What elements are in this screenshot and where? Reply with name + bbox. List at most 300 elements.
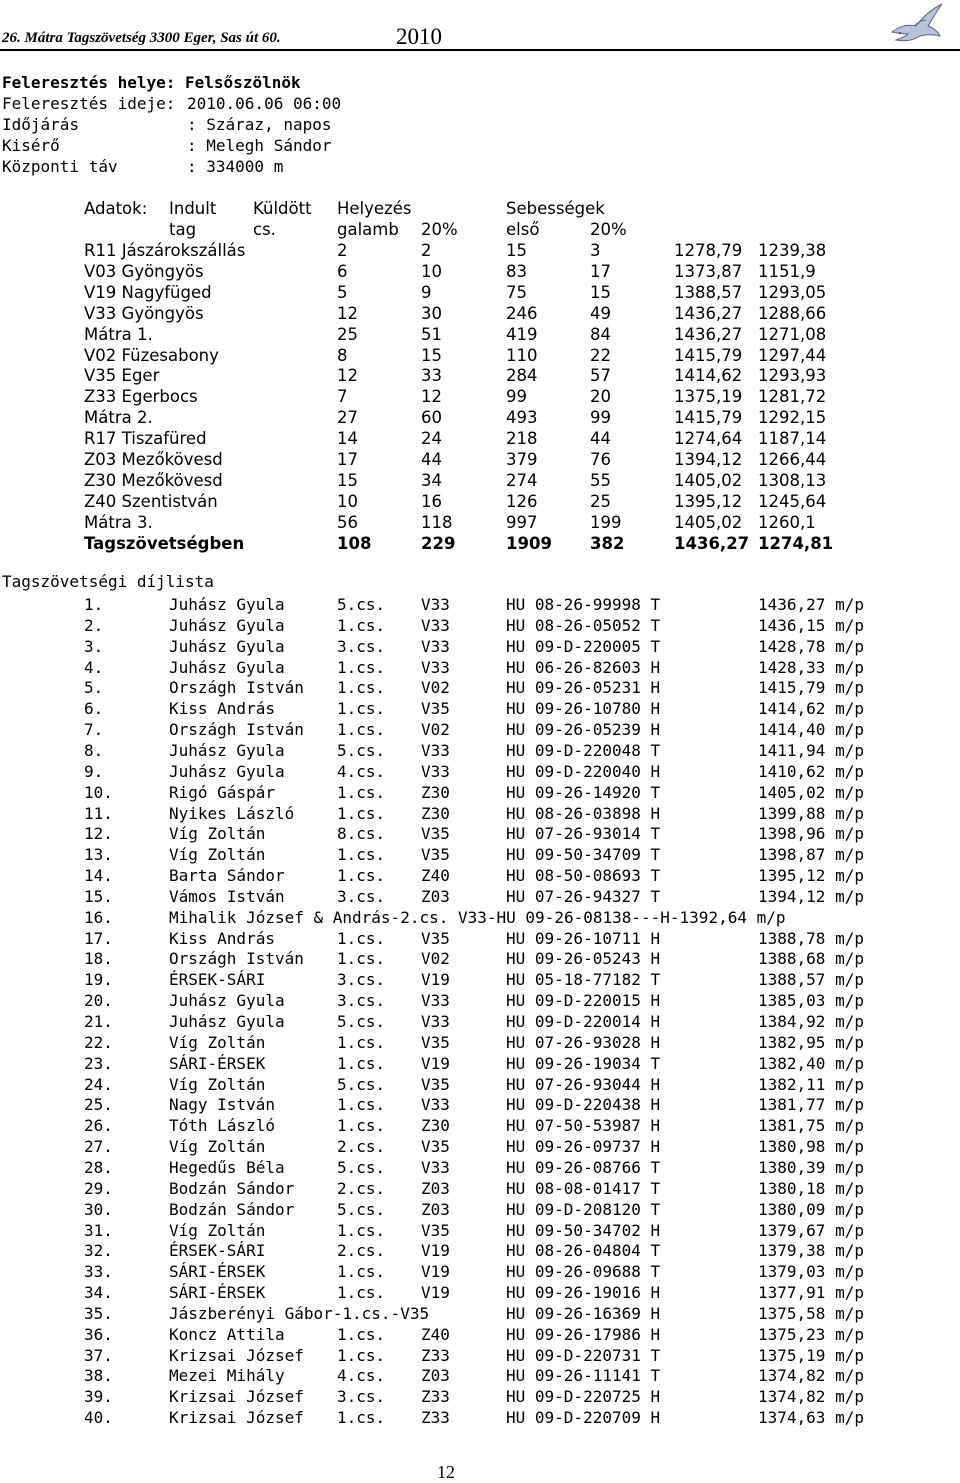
prize-club: Z40 [421,866,450,886]
prize-club: V33 [421,1095,450,1115]
distance-value: : 334000 m [187,157,284,176]
cell-kuldott: 2 [421,241,432,260]
prize-name: Koncz Attila [169,1324,285,1344]
cell-helyezes: 110 [506,345,538,365]
cell-name: Z40 Szentistván [84,491,218,511]
prize-cs: 4.cs. [337,1366,386,1386]
prize-name: Mezei Mihály [169,1366,285,1386]
col-tag: tag [169,220,197,239]
prize-ring: HU 08-26-05052 T [506,615,661,635]
prize-cs: 1.cs. [337,1053,386,1073]
prize-club: V19 [421,1262,450,1282]
prize-ring: HU 09-26-19016 H [506,1283,661,1303]
prize-pos: 5. [84,678,104,698]
prize-pos: 38. [84,1366,113,1386]
prize-club: Z03 [421,1199,450,1219]
cell-indult: 5 [337,282,348,302]
prize-cs: 5.cs. [337,740,386,760]
prize-club: V35 [421,1074,450,1094]
page-number: 12 [437,1462,455,1482]
prize-cs: 3.cs. [337,886,386,906]
header-divider [0,49,960,51]
cell-helyezes: 274 [506,470,538,490]
prize-name: Krizsai József [169,1408,304,1428]
prize-ring: HU 09-D-220040 H [506,761,661,781]
prize-pos: 3. [84,636,104,656]
prize-cs: 1.cs. [337,845,386,865]
cell-helyezes: 493 [506,408,538,428]
prize-name: Juhász Gyula [169,991,285,1011]
prize-club: V33 [421,991,450,1011]
prize-name: Krizsai József [169,1345,304,1365]
prize-club: Z33 [421,1408,450,1428]
prize-pos: 32. [84,1241,113,1261]
prize-speed: 1375,19 m/p [758,1345,864,1365]
prize-ring: HU 06-26-82603 H [506,657,661,677]
prize-name: Nyikes László [169,803,295,823]
release-place: Feleresztés helye: Felsőszölnök [2,73,301,92]
prize-club: V02 [421,678,450,698]
prize-pos: 1. [84,595,104,614]
prize-speed: 1380,39 m/p [758,1157,864,1177]
prize-name: Juhász Gyula [169,1012,285,1031]
cell-pct20: 1308,13 [758,470,827,490]
prize-pos: 10. [84,782,113,802]
prize-cs: 1.cs. [337,678,386,698]
prize-speed: 1374,82 m/p [758,1387,864,1407]
cell-elso: 1395,12 [674,491,743,511]
prize-speed: 1405,02 m/p [758,782,864,802]
cell-helyezes: 284 [506,366,538,386]
prize-ring: HU 09-26-09737 H [506,1137,661,1157]
page-header [0,0,960,52]
prize-ring: HU 08-50-08693 T [506,866,661,886]
prize-pos: 13. [84,845,113,865]
prize-name: Országh István [169,949,304,969]
cell-kuldott: 15 [421,345,442,365]
prize-cs: 8.cs. [337,824,386,844]
prize-speed: 1385,03 m/p [758,991,864,1011]
cell-pct: 57 [590,366,611,386]
prize-ring: HU 08-26-04804 T [506,1241,661,1261]
prize-ring: HU 09-26-09688 T [506,1262,661,1282]
prize-speed: 1374,82 m/p [758,1366,864,1386]
prize-pos: 28. [84,1157,113,1177]
cell-pct20: 1297,44 [758,345,827,365]
col-elso: első [506,220,540,239]
prize-pos: 9. [84,761,104,781]
cell-pct: 84 [590,324,611,344]
cell-kuldott: 33 [421,366,442,386]
cell-helyezes: 218 [506,429,538,449]
cell-name: V02 Füzesabony [84,345,219,365]
prize-ring: HU 07-26-94327 T [506,886,661,906]
prize-cs: 1.cs. [337,699,386,719]
cell-kuldott: 9 [421,282,432,302]
prize-ring: HU 09-D-220014 H [506,1012,661,1031]
prize-cs: 1.cs. [337,1095,386,1115]
prize-club: V33 [421,761,450,781]
prize-speed: 1377,91 m/p [758,1283,864,1303]
release-info [2,72,341,177]
prize-cs: 4.cs. [337,761,386,781]
cell-name: Z03 Mezőkövesd [84,450,223,469]
prize-speed: 1379,67 m/p [758,1220,864,1240]
prize-ring: HU 07-26-93044 H [506,1074,661,1094]
prize-speed: 1374,63 m/p [758,1408,864,1428]
prize-club: Z33 [421,1345,450,1365]
prize-club: V33 [421,1157,450,1177]
prize-name: Országh István [169,720,304,740]
prize-cs: 5.cs. [337,1199,386,1219]
prize-ring: HU 09-26-16369 H [506,1303,661,1323]
prize-pos: 33. [84,1262,113,1282]
prize-speed: 1436,27 m/p [758,595,864,614]
prize-club: V33 [421,657,450,677]
cell-name: Mátra 3. [84,512,153,532]
col-pct2: 20% [590,220,627,239]
prize-speed: 1411,94 m/p [758,740,864,760]
prize-speed: 1382,95 m/p [758,1032,864,1052]
prize-pos: 17. [84,928,113,948]
cell-pct: 20 [590,387,611,407]
prize-list-title: Tagszövetségi díjlista [2,572,214,591]
prize-club: V35 [421,824,450,844]
prize-ring: HU 08-08-01417 T [506,1178,661,1198]
prize-speed: 1388,68 m/p [758,949,864,969]
prize-club: Z03 [421,1366,450,1386]
weather-label: Időjárás [2,115,80,134]
cell-elso: 1373,87 [674,261,743,281]
prize-ring: HU 09-D-220015 H [506,991,661,1011]
cell-name: Tagszövetségben [84,533,245,553]
cell-kuldott: 44 [421,450,442,469]
prize-pos: 2. [84,615,104,635]
header-title: 26. Mátra Tagszövetség 3300 Eger, Sas út 60. [2,30,281,46]
prize-speed: 1381,75 m/p [758,1116,864,1136]
prize-name: Nagy István [169,1095,275,1115]
prize-ring: HU 09-26-11141 T [506,1366,661,1386]
prize-club: V19 [421,1053,450,1073]
prize-name: Barta Sándor [169,866,285,886]
prize-name: Jászberényi Gábor-1.cs.-V35 [169,1303,430,1323]
prize-ring: HU 07-50-53987 H [506,1116,661,1136]
cell-pct: 99 [590,408,611,428]
prize-club: V35 [421,699,450,719]
col-cs: cs. [253,220,276,239]
prize-club: Z40 [421,1324,450,1344]
prize-pos: 8. [84,740,104,760]
prize-speed: 1394,12 m/p [758,886,864,906]
prize-name: Krizsai József [169,1387,304,1407]
prize-speed: 1382,40 m/p [758,1053,864,1073]
cell-helyezes: 75 [506,282,527,302]
prize-club: V33 [421,595,450,614]
cell-pct: 25 [590,491,611,511]
prize-ring: HU 09-26-05243 H [506,949,661,969]
prize-pos: 25. [84,1095,113,1115]
prize-name: Víg Zoltán [169,1074,266,1094]
prize-name: Kiss András [169,928,275,948]
prize-club: V35 [421,845,450,865]
prize-ring: HU 09-50-34709 T [506,845,661,865]
cell-pct20: 1266,44 [758,450,827,469]
prize-pos: 18. [84,949,113,969]
col-pct1: 20% [421,220,458,239]
cell-pct: 15 [590,282,611,302]
prize-club: V19 [421,1241,450,1261]
prize-ring: HU 09-D-220709 H [506,1408,661,1428]
prize-pos: 12. [84,824,113,844]
prize-name: Juhász Gyula [169,740,285,760]
cell-helyezes: 83 [506,261,527,281]
prize-pos: 37. [84,1345,113,1365]
prize-pos: 34. [84,1283,113,1303]
prize-ring: HU 09-D-220048 T [506,740,661,760]
cell-indult: 14 [337,429,358,449]
cell-kuldott: 24 [421,429,442,449]
prize-name: Vámos István [169,886,285,906]
prize-ring: HU 09-26-05231 H [506,678,661,698]
cell-indult: 8 [337,345,348,365]
cell-elso: 1415,79 [674,408,743,428]
prize-speed: 1380,18 m/p [758,1178,864,1198]
cell-helyezes: 246 [506,303,538,323]
cell-name: Mátra 1. [84,324,153,344]
prize-speed: 1388,57 m/p [758,970,864,990]
prize-ring: HU 07-26-93028 H [506,1032,661,1052]
cell-pct20: 1187,14 [758,429,827,449]
cell-indult: 15 [337,470,358,490]
cell-kuldott: 10 [421,261,442,281]
cell-indult: 12 [337,366,358,386]
prize-name: Víg Zoltán [169,1137,266,1157]
prize-cs: 1.cs. [337,1283,386,1303]
prize-club: Z30 [421,782,450,802]
cell-pct20: 1292,15 [758,408,827,428]
prize-pos: 20. [84,991,113,1011]
distance-label: Központi táv [2,157,118,176]
cell-kuldott: 16 [421,491,442,511]
cell-name: R11 Jászárokszállás [84,241,246,260]
prize-name: Víg Zoltán [169,824,266,844]
prize-club: V02 [421,720,450,740]
escort-label: Kisérő [2,136,60,155]
cell-indult: 17 [337,450,358,469]
prize-cs: 2.cs. [337,1137,386,1157]
prize-pos: 24. [84,1074,113,1094]
col-kuldott: Küldött [253,199,312,218]
prize-speed: 1414,40 m/p [758,720,864,740]
prize-club: V19 [421,1283,450,1303]
cell-helyezes: 1909 [506,533,552,553]
prize-speed: 1399,88 m/p [758,803,864,823]
cell-helyezes: 379 [506,450,538,469]
cell-indult: 56 [337,512,358,532]
prize-ring: HU 09-50-34702 H [506,1220,661,1240]
prize-cs: 3.cs. [337,636,386,656]
cell-indult: 25 [337,324,358,344]
prize-speed: 1410,62 m/p [758,761,864,781]
prize-speed: 1381,77 m/p [758,1095,864,1115]
cell-indult: 7 [337,387,348,407]
release-time-row [2,93,341,114]
prize-cs: 5.cs. [337,595,386,614]
prize-pos: 6. [84,699,104,719]
cell-name: V35 Eger [84,366,160,386]
cell-elso: 1415,79 [674,345,743,365]
prize-speed: 1436,15 m/p [758,615,864,635]
prize-ring: HU 09-26-08766 T [506,1157,661,1177]
cell-pct20: 1239,38 [758,241,827,260]
prize-speed: 1380,09 m/p [758,1199,864,1219]
prize-name: SÁRI-ÉRSEK [169,1053,266,1073]
cell-indult: 108 [337,533,372,553]
prize-ring: HU 09-D-220005 T [506,636,661,656]
cell-elso: 1274,64 [674,429,743,449]
cell-pct: 199 [590,512,622,532]
prize-cs: 1.cs. [337,615,386,635]
cell-pct20: 1260,1 [758,512,816,532]
prize-ring: HU 09-26-14920 T [506,782,661,802]
prize-name: ÉRSEK-SÁRI [169,970,266,990]
prize-club: V35 [421,1137,450,1157]
col-helyezes: Helyezés [337,199,412,218]
escort-value: : Melegh Sándor [187,136,332,155]
prize-pos: 11. [84,803,113,823]
cell-elso: 1436,27 [674,533,750,553]
cell-pct20: 1271,08 [758,324,827,344]
cell-pct20: 1151,9 [758,261,816,281]
cell-name: V19 Nagyfüged [84,282,212,302]
distance-row [2,156,341,177]
prize-speed: 1398,96 m/p [758,824,864,844]
cell-pct20: 1293,93 [758,366,827,386]
prize-ring: HU 09-26-19034 T [506,1053,661,1073]
prize-name: Juhász Gyula [169,595,285,614]
release-time-value: 2010.06.06 06:00 [187,94,342,113]
prize-ring: HU 09-26-05239 H [506,720,661,740]
prize-pos: 22. [84,1032,113,1052]
prize-cs: 1.cs. [337,1324,386,1344]
prize-ring: HU 07-26-93014 T [506,824,661,844]
cell-name: V33 Gyöngyös [84,303,204,323]
cell-name: V03 Gyöngyös [84,261,204,281]
prize-pos: 7. [84,720,104,740]
prize-pos: 23. [84,1053,113,1073]
prize-club: V33 [421,1012,450,1031]
cell-kuldott: 12 [421,387,442,407]
prize-pos: 36. [84,1324,113,1344]
cell-elso: 1436,27 [674,303,743,323]
prize-speed: 1379,03 m/p [758,1262,864,1282]
prize-club: V33 [421,615,450,635]
prize-ring: HU 09-D-220731 T [506,1345,661,1365]
prize-club: V35 [421,1032,450,1052]
prize-pos: 19. [84,970,113,990]
cell-elso: 1375,19 [674,387,743,407]
prize-club: V35 [421,928,450,948]
cell-pct: 17 [590,261,611,281]
prize-club: V33 [421,740,450,760]
prize-cs: 1.cs. [337,1032,386,1052]
prize-name: Országh István [169,678,304,698]
cell-kuldott: 34 [421,470,442,490]
col-adatok: Adatok: [84,199,148,218]
prize-cs: 3.cs. [337,991,386,1011]
prize-cs: 3.cs. [337,970,386,990]
cell-helyezes: 126 [506,491,538,511]
prize-speed: 1398,87 m/p [758,845,864,865]
prize-pos: 35. [84,1303,113,1323]
cell-indult: 27 [337,408,358,428]
prize-name: Juhász Gyula [169,657,285,677]
prize-ring: HU 09-26-10711 H [506,928,661,948]
prize-cs: 2.cs. [337,1241,386,1261]
prize-line: Mihalik József & András-2.cs. V33-HU 09-26-08138---H-1392,64 m/p [169,907,786,927]
prize-pos: 27. [84,1137,113,1157]
prize-cs: 1.cs. [337,803,386,823]
prize-pos: 40. [84,1408,113,1428]
cell-pct: 22 [590,345,611,365]
prize-name: Rigó Gáspár [169,782,275,802]
prize-cs: 5.cs. [337,1012,386,1031]
prize-club: V19 [421,970,450,990]
cell-helyezes: 99 [506,387,527,407]
prize-name: SÁRI-ÉRSEK [169,1262,266,1282]
cell-kuldott: 118 [421,512,453,532]
prize-cs: 1.cs. [337,1262,386,1282]
prize-cs: 1.cs. [337,1220,386,1240]
prize-pos: 30. [84,1199,113,1219]
prize-club: Z33 [421,1387,450,1407]
prize-pos: 39. [84,1387,113,1407]
prize-speed: 1415,79 m/p [758,678,864,698]
prize-name: Juhász Gyula [169,636,285,656]
cell-elso: 1405,02 [674,470,743,490]
prize-speed: 1382,11 m/p [758,1074,864,1094]
prize-cs: 1.cs. [337,928,386,948]
prize-name: Juhász Gyula [169,761,285,781]
prize-club: V35 [421,1220,450,1240]
prize-cs: 1.cs. [337,657,386,677]
weather-value: : Száraz, napos [187,115,332,134]
col-sebessegek: Sebességek [506,199,605,218]
cell-elso: 1388,57 [674,282,743,302]
prize-speed: 1414,62 m/p [758,699,864,719]
prize-club: Z30 [421,1116,450,1136]
prize-ring: HU 08-26-99998 T [506,595,661,614]
prize-speed: 1384,92 m/p [758,1012,864,1031]
prize-ring: HU 08-26-03898 H [506,803,661,823]
cell-indult: 12 [337,303,358,323]
prize-club: V33 [421,636,450,656]
prize-ring: HU 09-26-17986 H [506,1324,661,1344]
escort-row [2,135,341,156]
cell-pct20: 1293,05 [758,282,827,302]
prize-name: Bodzán Sándor [169,1178,295,1198]
cell-kuldott: 60 [421,408,442,428]
cell-indult: 10 [337,491,358,511]
prize-cs: 1.cs. [337,720,386,740]
header-year: 2010 [396,24,442,49]
prize-name: Tóth László [169,1116,275,1136]
prize-cs: 1.cs. [337,782,386,802]
cell-pct20: 1281,72 [758,387,827,407]
cell-name: Z30 Mezőkövesd [84,470,223,490]
prize-ring: HU 09-D-220438 H [506,1095,661,1115]
prize-speed: 1380,98 m/p [758,1137,864,1157]
